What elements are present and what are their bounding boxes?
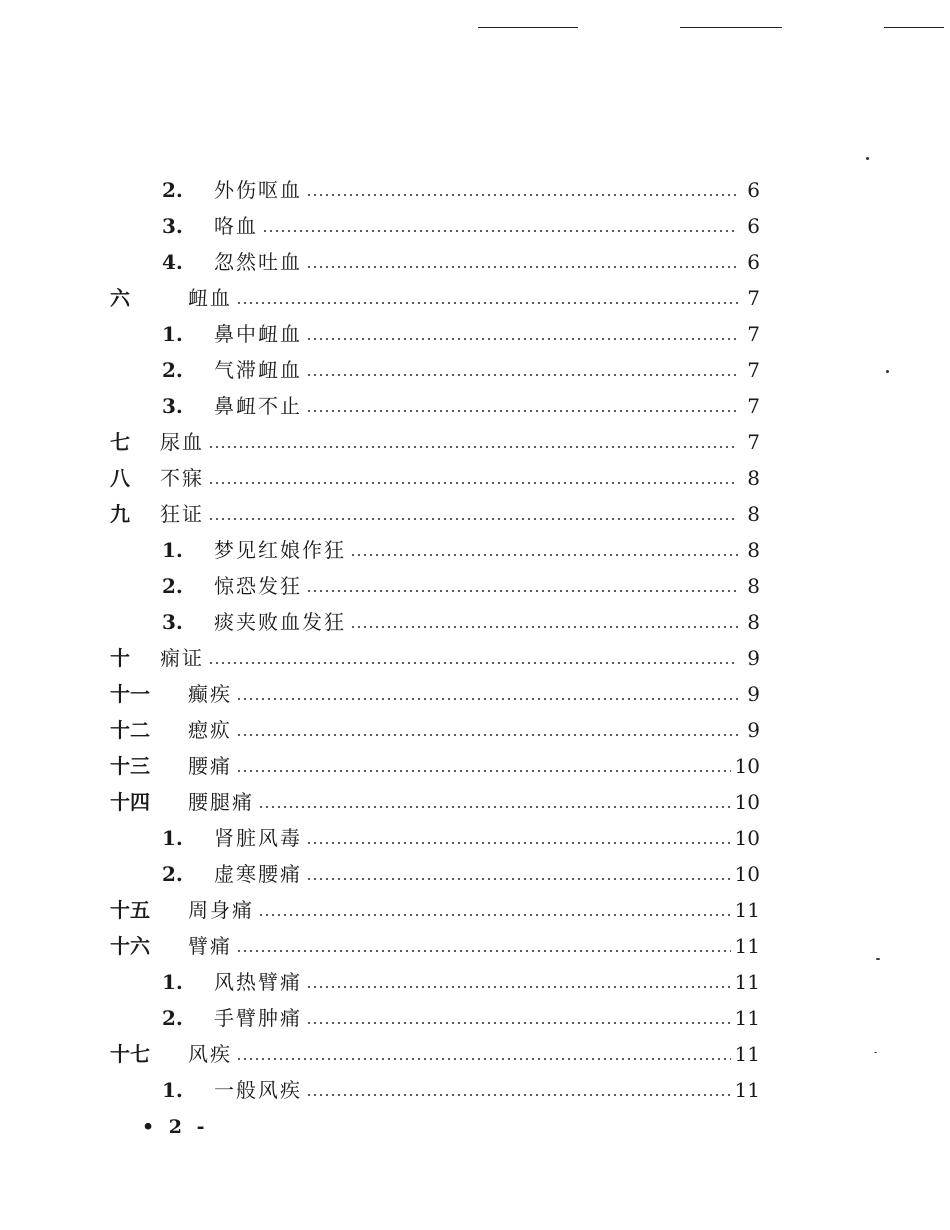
toc-subsection-row bbox=[110, 172, 760, 208]
toc-entry-page: 8 bbox=[747, 502, 760, 526]
toc-entry-title: 不寐 bbox=[160, 466, 204, 490]
dot-leader bbox=[350, 554, 738, 556]
toc-section-row bbox=[110, 676, 760, 712]
toc-entry-page: 10 bbox=[734, 826, 760, 850]
toc-entry-number: 十四 bbox=[110, 790, 150, 814]
toc-entry-number: 1. bbox=[162, 322, 183, 346]
toc-entry-title: 癫疾 bbox=[188, 682, 232, 706]
toc-entry-title: 手臂肿痛 bbox=[214, 1006, 302, 1030]
toc-section-row bbox=[110, 496, 760, 532]
header-rule-2 bbox=[680, 27, 782, 28]
dot-leader bbox=[306, 266, 738, 268]
toc-entry-number: 十一 bbox=[110, 682, 150, 706]
toc-entry-number: 3. bbox=[162, 214, 183, 238]
toc-entry-page: 7 bbox=[747, 322, 760, 346]
toc-entry-number: 2. bbox=[162, 178, 183, 202]
dot-leader bbox=[306, 338, 738, 340]
dot-leader bbox=[306, 194, 738, 196]
dot-leader bbox=[236, 770, 731, 772]
toc-entry-title: 风热臂痛 bbox=[214, 970, 302, 994]
toc-entry-title: 肾脏风毒 bbox=[214, 826, 302, 850]
dot-leader bbox=[306, 374, 738, 376]
toc-section-row bbox=[110, 784, 760, 820]
toc-entry-number: 2. bbox=[162, 574, 183, 598]
toc-entry-title: 风疾 bbox=[188, 1042, 232, 1066]
scan-speck bbox=[874, 1052, 877, 1053]
toc-entry-page: 10 bbox=[734, 754, 760, 778]
toc-entry-number: 3. bbox=[162, 394, 183, 418]
dot-leader bbox=[306, 410, 738, 412]
toc-entry-title: 痫证 bbox=[160, 646, 204, 670]
toc-subsection-row bbox=[110, 604, 760, 640]
toc-section-row bbox=[110, 280, 760, 316]
header-rule-1 bbox=[478, 27, 578, 28]
dot-leader bbox=[236, 950, 731, 952]
toc-entry-page: 9 bbox=[747, 718, 760, 742]
toc-entry-number: 1. bbox=[162, 538, 183, 562]
toc-entry-number: 七 bbox=[110, 430, 130, 454]
scan-speck bbox=[886, 370, 889, 373]
toc-entry-title: 腰痛 bbox=[188, 754, 232, 778]
dot-leader bbox=[208, 662, 738, 664]
dot-leader bbox=[306, 986, 731, 988]
toc-entry-title: 虚寒腰痛 bbox=[214, 862, 302, 886]
toc-entry-number: 十三 bbox=[110, 754, 150, 778]
toc-entry-title: 狂证 bbox=[160, 502, 204, 526]
toc-subsection-row bbox=[110, 316, 760, 352]
toc-entry-number: 4. bbox=[162, 250, 183, 274]
toc-entry-number: 3. bbox=[162, 610, 183, 634]
toc-entry-number: 十五 bbox=[110, 898, 150, 922]
toc-entry-title: 瘛疭 bbox=[188, 718, 232, 742]
toc-entry-title: 鼻衄不止 bbox=[214, 394, 302, 418]
dot-leader bbox=[208, 446, 738, 448]
toc-section-row bbox=[110, 892, 760, 928]
dot-leader bbox=[258, 806, 731, 808]
toc-entry-number: 十七 bbox=[110, 1042, 150, 1066]
toc-entry-number: 1. bbox=[162, 826, 183, 850]
toc-section-row bbox=[110, 748, 760, 784]
toc-entry-title: 尿血 bbox=[160, 430, 204, 454]
toc-entry-page: 7 bbox=[747, 430, 760, 454]
toc-section-row bbox=[110, 460, 760, 496]
toc-entry-number: 六 bbox=[110, 286, 130, 310]
toc-entry-title: 惊恐发狂 bbox=[214, 574, 302, 598]
dot-leader bbox=[236, 302, 738, 304]
toc-entry-number: 2. bbox=[162, 1006, 183, 1030]
toc-entry-page: 9 bbox=[747, 682, 760, 706]
toc-entry-page: 8 bbox=[747, 466, 760, 490]
toc-entry-page: 6 bbox=[747, 178, 760, 202]
toc-subsection-row bbox=[110, 208, 760, 244]
toc-entry-title: 周身痛 bbox=[188, 898, 254, 922]
toc-entry-number: 八 bbox=[110, 466, 130, 490]
toc-entry-number: 2. bbox=[162, 862, 183, 886]
toc-entry-page: 10 bbox=[734, 790, 760, 814]
dot-leader bbox=[306, 842, 731, 844]
toc-subsection-row bbox=[110, 244, 760, 280]
toc-entry-page: 8 bbox=[747, 538, 760, 562]
toc-subsection-row bbox=[110, 964, 760, 1000]
toc-entry-title: 梦见红娘作狂 bbox=[214, 538, 346, 562]
dot-leader bbox=[208, 482, 738, 484]
toc-entry-title: 衄血 bbox=[188, 286, 232, 310]
toc-entry-title: 臂痛 bbox=[188, 934, 232, 958]
dot-leader bbox=[208, 518, 738, 520]
table-of-contents bbox=[110, 172, 760, 1108]
toc-subsection-row bbox=[110, 532, 760, 568]
toc-entry-page: 11 bbox=[734, 898, 760, 922]
toc-entry-page: 6 bbox=[747, 250, 760, 274]
toc-entry-title: 忽然吐血 bbox=[214, 250, 302, 274]
toc-entry-page: 11 bbox=[734, 1042, 760, 1066]
toc-entry-page: 8 bbox=[747, 610, 760, 634]
toc-subsection-row bbox=[110, 388, 760, 424]
toc-entry-title: 气滞衄血 bbox=[214, 358, 302, 382]
toc-entry-number: 十 bbox=[110, 646, 130, 670]
toc-subsection-row bbox=[110, 856, 760, 892]
scan-speck bbox=[876, 958, 880, 960]
dot-leader bbox=[306, 878, 731, 880]
toc-entry-title: 鼻中衄血 bbox=[214, 322, 302, 346]
toc-section-row bbox=[110, 424, 760, 460]
toc-entry-number: 1. bbox=[162, 1078, 183, 1102]
toc-entry-page: 11 bbox=[734, 934, 760, 958]
toc-entry-title: 外伤呕血 bbox=[214, 178, 302, 202]
dot-leader bbox=[350, 626, 738, 628]
toc-section-row bbox=[110, 1036, 760, 1072]
toc-entry-page: 11 bbox=[734, 1078, 760, 1102]
toc-entry-page: 10 bbox=[734, 862, 760, 886]
toc-entry-page: 7 bbox=[747, 286, 760, 310]
dot-leader bbox=[306, 1094, 731, 1096]
header-rule-3 bbox=[884, 27, 944, 28]
toc-entry-number: 十六 bbox=[110, 934, 150, 958]
page-number-footer: • 2 - bbox=[142, 1116, 209, 1138]
toc-entry-page: 11 bbox=[734, 970, 760, 994]
toc-subsection-row bbox=[110, 1072, 760, 1108]
toc-entry-number: 1. bbox=[162, 970, 183, 994]
toc-entry-page: 7 bbox=[747, 358, 760, 382]
dot-leader bbox=[306, 1022, 731, 1024]
toc-subsection-row bbox=[110, 352, 760, 388]
toc-section-row bbox=[110, 928, 760, 964]
toc-entry-number: 2. bbox=[162, 358, 183, 382]
toc-subsection-row bbox=[110, 820, 760, 856]
scan-speck bbox=[866, 157, 869, 160]
toc-entry-page: 9 bbox=[747, 646, 760, 670]
toc-entry-page: 6 bbox=[747, 214, 760, 238]
toc-entry-title: 腰腿痛 bbox=[188, 790, 254, 814]
toc-entry-page: 8 bbox=[747, 574, 760, 598]
toc-subsection-row bbox=[110, 1000, 760, 1036]
toc-entry-title: 咯血 bbox=[214, 214, 258, 238]
toc-entry-number: 九 bbox=[110, 502, 130, 526]
dot-leader bbox=[306, 590, 738, 592]
toc-section-row bbox=[110, 640, 760, 676]
toc-entry-title: 痰夹败血发狂 bbox=[214, 610, 346, 634]
dot-leader bbox=[236, 1058, 731, 1060]
toc-entry-page: 11 bbox=[734, 1006, 760, 1030]
toc-entry-title: 一般风疾 bbox=[214, 1078, 302, 1102]
toc-subsection-row bbox=[110, 568, 760, 604]
dot-leader bbox=[236, 698, 738, 700]
toc-section-row bbox=[110, 712, 760, 748]
toc-entry-page: 7 bbox=[747, 394, 760, 418]
dot-leader bbox=[258, 914, 731, 916]
dot-leader bbox=[236, 734, 738, 736]
toc-entry-number: 十二 bbox=[110, 718, 150, 742]
dot-leader bbox=[262, 230, 738, 232]
